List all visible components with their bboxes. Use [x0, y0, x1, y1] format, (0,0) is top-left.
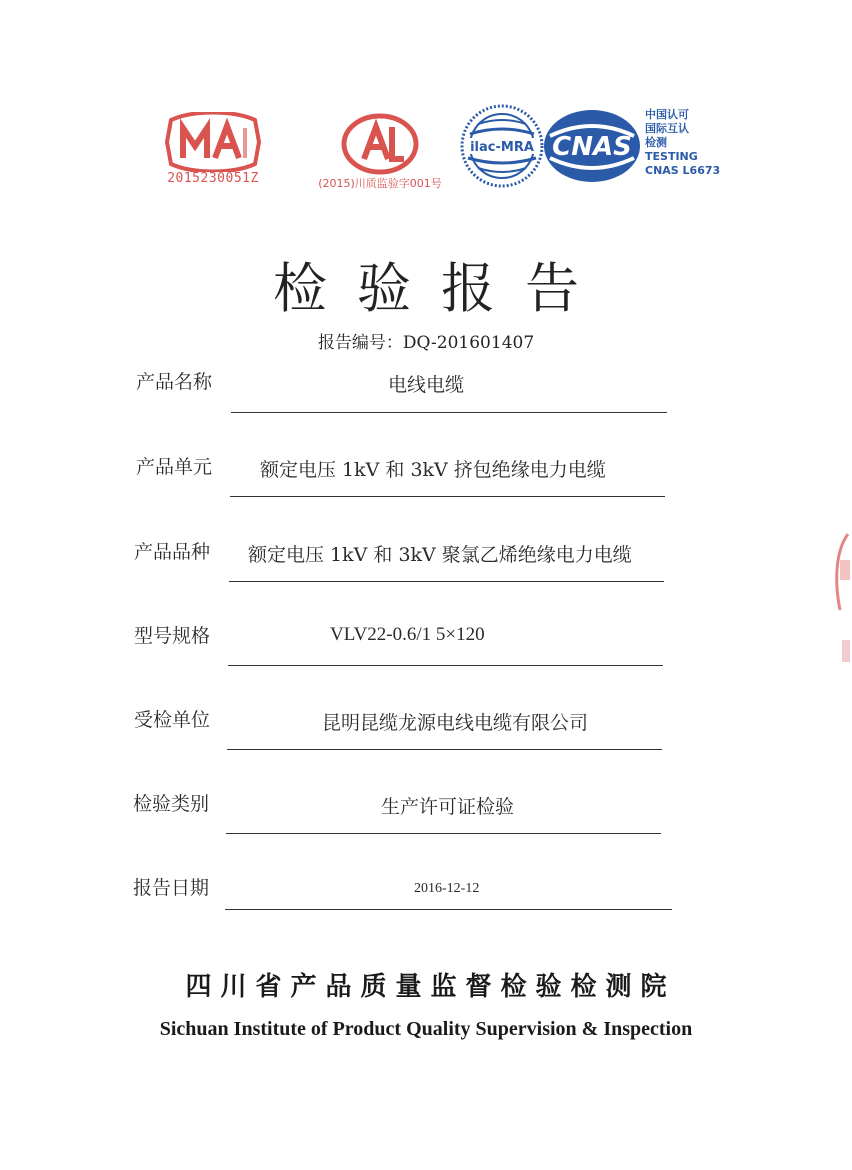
field-value: 额定电压 1kV 和 3kV 挤包绝缘电力电缆 — [260, 459, 606, 481]
cnas-logo-icon — [542, 106, 642, 186]
cma-number: 2015230051Z — [167, 171, 259, 186]
cnas-caption-line: 中国认可 — [645, 108, 689, 121]
report-number-label: 报告编号： — [317, 333, 403, 353]
field-label: 产品名称 — [136, 371, 213, 393]
field-value: 额定电压 1kV 和 3kV 聚氯乙烯绝缘电力电缆 — [248, 544, 632, 566]
institute-name-cn: 四川省产品质量监督检验检测院 — [185, 972, 676, 1002]
cal-number: (2015)川质监验字001号 — [318, 177, 442, 190]
report-title: 检验报告 — [273, 257, 609, 320]
field-value: 昆明昆缆龙源电线电缆有限公司 — [322, 712, 589, 734]
cnas-caption-line: CNAS L6673 — [645, 164, 721, 177]
field-value: VLV22-0.6/1 5×120 — [330, 624, 485, 645]
report-number-row — [0, 328, 852, 353]
field-label: 型号规格 — [134, 625, 211, 647]
svg-text:ilac-MRA: ilac-MRA — [470, 140, 534, 155]
field-label: 受检单位 — [134, 709, 211, 731]
cnas-caption-line: 国际互认 — [645, 122, 689, 135]
svg-text:CNAS: CNAS — [552, 132, 632, 162]
ilac-mra-logo-icon — [458, 102, 546, 190]
field-value: 电线电缆 — [388, 374, 465, 396]
field-underline — [230, 496, 665, 497]
field-label: 产品单元 — [136, 456, 213, 478]
field-label: 检验类别 — [133, 793, 210, 815]
cma-logo-icon — [163, 112, 263, 172]
institute-name-en: Sichuan Institute of Product Quality Supervision & Inspection — [159, 1018, 693, 1040]
field-underline — [231, 412, 667, 413]
field-label: 报告日期 — [133, 877, 210, 899]
report-number: DQ-201601407 — [402, 333, 535, 353]
cnas-caption-line: TESTING — [645, 150, 698, 163]
field-underline — [226, 833, 661, 834]
field-value: 2016-12-12 — [414, 881, 480, 896]
cnas-caption-line: 检测 — [645, 136, 667, 149]
cnas-caption — [645, 108, 721, 178]
field-underline — [227, 749, 662, 750]
field-value: 生产许可证检验 — [381, 796, 515, 818]
field-underline — [225, 909, 672, 910]
field-label: 产品品种 — [134, 541, 211, 563]
edge-stamp-fragment-icon — [826, 520, 852, 690]
field-underline — [228, 665, 663, 666]
cal-logo-icon — [340, 113, 420, 175]
field-underline — [229, 581, 664, 582]
